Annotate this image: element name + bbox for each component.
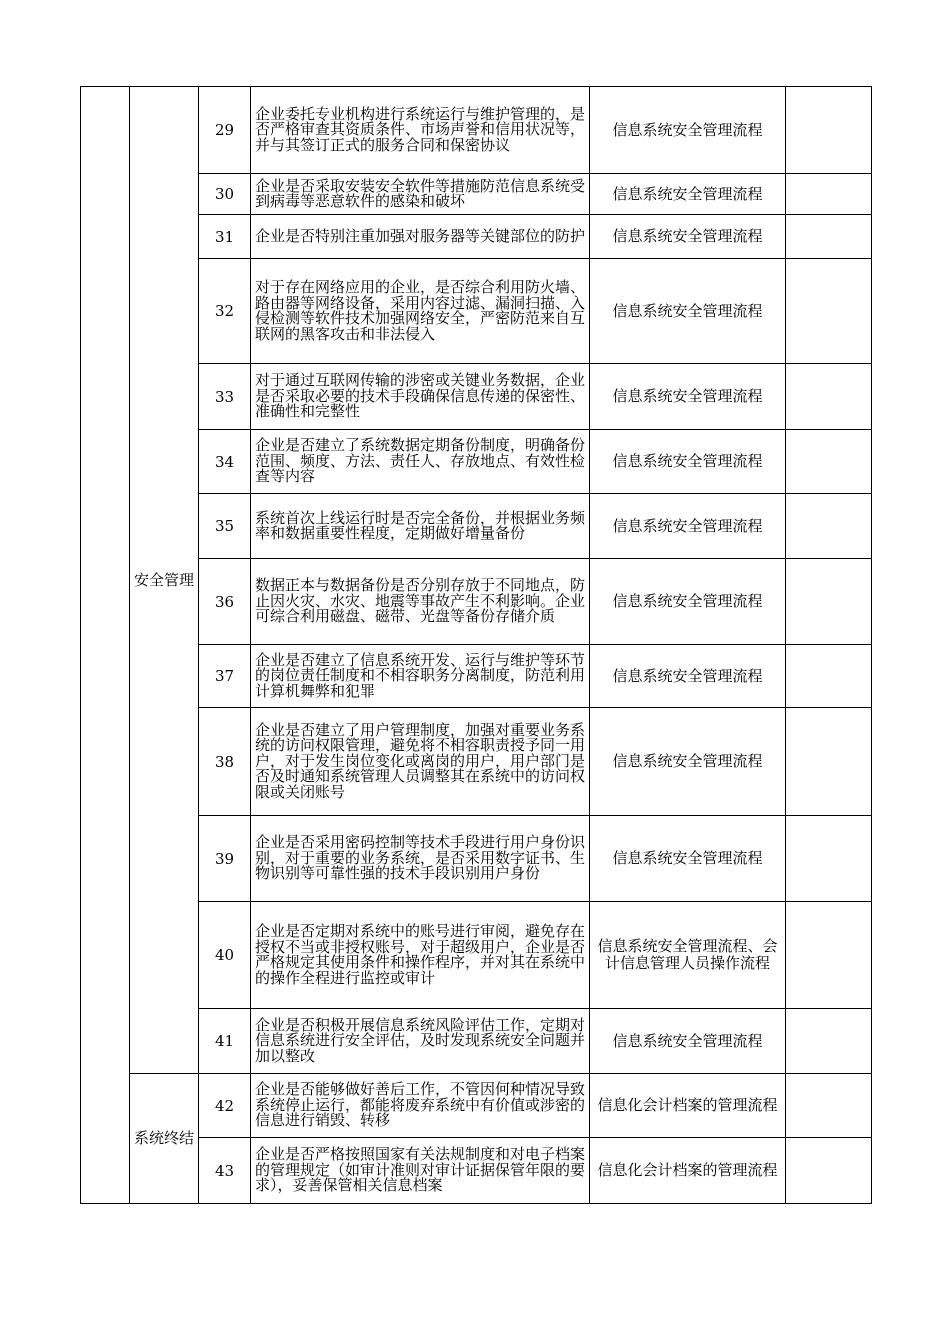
table-row — [81, 87, 872, 174]
table-row — [81, 645, 872, 708]
row-number: 29 — [199, 87, 251, 174]
blank-cell — [786, 430, 872, 494]
row-number: 33 — [199, 364, 251, 430]
row-number: 36 — [199, 559, 251, 645]
category-label: 安全管理 — [133, 570, 194, 589]
process-cell: 信息化会计档案的管理流程 — [590, 1138, 786, 1204]
blank-cell — [786, 708, 872, 816]
table-row — [81, 430, 872, 494]
blank-cell — [786, 87, 872, 174]
process-cell: 信息系统安全管理流程、会计信息管理人员操作流程 — [590, 902, 786, 1009]
question-cell: 企业是否建立了用户管理制度，加强对重要业务系统的访问权限管理，避免将不相容职责授予同一用户，对于发生岗位变化或离岗的用户，用户部门是否及时通知系统管理人员调整其在系统中的访问权限或关闭账号 — [251, 708, 590, 816]
table-row — [81, 902, 872, 1009]
blank-cell — [786, 1074, 872, 1138]
process-cell: 信息系统安全管理流程 — [590, 364, 786, 430]
question-cell: 企业是否建立了系统数据定期备份制度，明确备份范围、频度、方法、责任人、存放地点、有效性检查等内容 — [251, 430, 590, 494]
row-number: 41 — [199, 1009, 251, 1074]
process-cell: 信息系统安全管理流程 — [590, 259, 786, 364]
blank-cell — [786, 902, 872, 1009]
process-cell: 信息系统安全管理流程 — [590, 430, 786, 494]
row-number: 39 — [199, 816, 251, 902]
process-cell: 信息系统安全管理流程 — [590, 816, 786, 902]
table-row — [81, 1074, 872, 1138]
row-number: 35 — [199, 494, 251, 559]
row-number: 30 — [199, 174, 251, 215]
question-cell: 企业是否定期对系统中的账号进行审阅，避免存在授权不当或非授权账号，对于超级用户，企业是否严格规定其使用条件和操作程序，并对其在系统中的操作全程进行监控或审计 — [251, 902, 590, 1009]
question-cell: 企业是否严格按照国家有关法规制度和对电子档案的管理规定（如审计准则对审计证据保管年限的要求），妥善保管相关信息档案 — [251, 1138, 590, 1204]
process-cell: 信息系统安全管理流程 — [590, 87, 786, 174]
table-row — [81, 215, 872, 259]
blank-cell — [786, 816, 872, 902]
blank-cell — [786, 364, 872, 430]
left-blank-cell — [81, 87, 130, 1204]
blank-cell — [786, 174, 872, 215]
table-row — [81, 494, 872, 559]
audit-checklist-table — [80, 86, 872, 1204]
row-number: 40 — [199, 902, 251, 1009]
table-row — [81, 1138, 872, 1204]
question-cell: 对于存在网络应用的企业，是否综合利用防火墙、路由器等网络设备，采用内容过滤、漏洞扫描、入侵检测等软件技术加强网络安全，严密防范来自互联网的黑客攻击和非法侵入 — [251, 259, 590, 364]
process-cell: 信息系统安全管理流程 — [590, 494, 786, 559]
table-row — [81, 816, 872, 902]
question-cell: 数据正本与数据备份是否分别存放于不同地点，防止因火灾、水灾、地震等事故产生不利影响。企业可综合利用磁盘、磁带、光盘等备份存储介质 — [251, 559, 590, 645]
question-cell: 企业是否特别注重加强对服务器等关键部位的防护 — [251, 215, 590, 259]
process-cell: 信息系统安全管理流程 — [590, 1009, 786, 1074]
table-row — [81, 708, 872, 816]
table-row — [81, 364, 872, 430]
process-cell: 信息系统安全管理流程 — [590, 559, 786, 645]
table-row — [81, 1009, 872, 1074]
process-cell: 信息系统安全管理流程 — [590, 215, 786, 259]
category-label: 系统终结 — [133, 1129, 194, 1147]
table-row — [81, 174, 872, 215]
row-number: 34 — [199, 430, 251, 494]
blank-cell — [786, 1009, 872, 1074]
blank-cell — [786, 645, 872, 708]
blank-cell — [786, 494, 872, 559]
question-cell: 企业是否采用密码控制等技术手段进行用户身份识别，对于重要的业务系统，是否采用数字证书、生物识别等可靠性强的技术手段识别用户身份 — [251, 816, 590, 902]
row-number: 38 — [199, 708, 251, 816]
row-number: 43 — [199, 1138, 251, 1204]
question-cell: 企业是否能够做好善后工作，不管因何种情况导致系统停止运行，都能将废弃系统中有价值或涉密的信息进行销毁、转移 — [251, 1074, 590, 1138]
table-row — [81, 559, 872, 645]
table-row — [81, 259, 872, 364]
blank-cell — [786, 259, 872, 364]
blank-cell — [786, 1138, 872, 1204]
question-cell: 企业是否积极开展信息系统风险评估工作，定期对信息系统进行安全评估，及时发现系统安全问题并加以整改 — [251, 1009, 590, 1074]
process-cell: 信息系统安全管理流程 — [590, 708, 786, 816]
category-termination-cell — [130, 1074, 199, 1204]
question-cell: 企业委托专业机构进行系统运行与维护管理的，是否严格审查其资质条件、市场声誉和信用状况等，并与其签订正式的服务合同和保密协议 — [251, 87, 590, 174]
blank-cell — [786, 559, 872, 645]
question-cell: 企业是否采取安装安全软件等措施防范信息系统受到病毒等恶意软件的感染和破坏 — [251, 174, 590, 215]
question-cell: 对于通过互联网传输的涉密或关键业务数据，企业是否采取必要的技术手段确保信息传递的保密性、准确性和完整性 — [251, 364, 590, 430]
row-number: 31 — [199, 215, 251, 259]
row-number: 42 — [199, 1074, 251, 1138]
blank-cell — [786, 215, 872, 259]
category-security-cell — [130, 87, 199, 1074]
process-cell: 信息系统安全管理流程 — [590, 174, 786, 215]
row-number: 32 — [199, 259, 251, 364]
question-cell: 系统首次上线运行时是否完全备份，并根据业务频率和数据重要性程度，定期做好增量备份 — [251, 494, 590, 559]
row-number: 37 — [199, 645, 251, 708]
process-cell: 信息系统安全管理流程 — [590, 645, 786, 708]
process-cell: 信息化会计档案的管理流程 — [590, 1074, 786, 1138]
question-cell: 企业是否建立了信息系统开发、运行与维护等环节的岗位责任制度和不相容职务分离制度，防范利用计算机舞弊和犯罪 — [251, 645, 590, 708]
